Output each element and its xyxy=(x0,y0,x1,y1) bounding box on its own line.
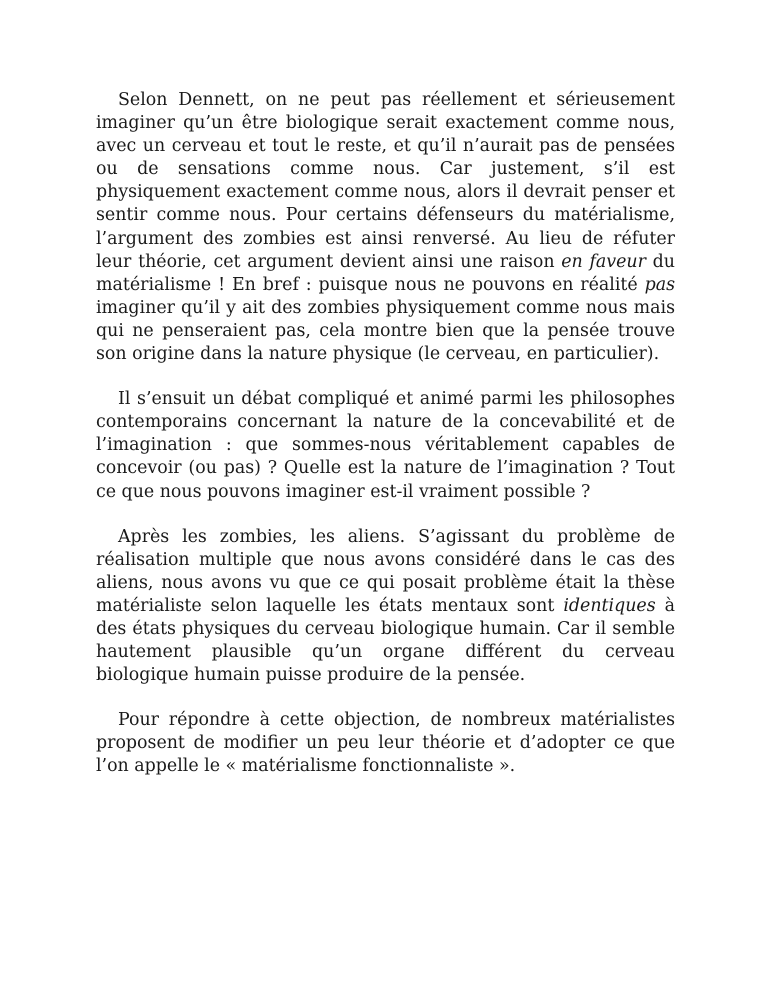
text-segment: imaginer qu’il y ait des zombies physiquement comme nous mais qui ne penseraient pas, cela montre bien que la pensée trouve son origine dans la nature physique (le cerveau, en particulier). xyxy=(96,297,675,365)
text-segment: Pour répondre à cette objection, de nombreux matérialistes proposent de modifier un peu leur théorie et d’adopter ce que l’on appelle le « matérialisme fonctionnaliste ». xyxy=(96,710,675,777)
paragraph-dennett-zombies xyxy=(96,89,675,366)
text-segment: à des états physiques du cerveau biologique humain. Car il semble hautement plausible qu’un organe différent du cerveau biologique humain puisse produire de la pensée. xyxy=(96,595,675,686)
paragraph-debat-concevabilite xyxy=(96,388,675,503)
emphasis-en-faveur: en faveur xyxy=(561,251,646,272)
text-segment: Selon Dennett, on ne peut pas réellement et sérieusement imaginer qu’un être biologique serait exactement comme nous, avec un cerveau et tout le reste, et qu’il n’aurait pas de pensées ou de sensations comme nous. Car justement, s’il est physiquement exactement comme nous, alors il devrait penser et sentir comme nous. Pour certains défenseurs du matérialisme, l’argument des zombies est ainsi renversé. Au lieu de réfuter leur théorie, cet argument devient ainsi une raison xyxy=(96,90,675,272)
text-segment: du matérialisme ! En bref : puisque nous ne pouvons en réalité xyxy=(96,251,675,295)
text-segment: Il s’ensuit un débat compliqué et animé parmi les philosophes contemporains concernant la nature de la concevabilité et de l’imagination : que sommes-nous véritablement capables de concevoir (ou pas) ? Quelle est la nature de l’imagination ? Tout ce que nous pouvons imaginer est-il vraiment possible ? xyxy=(96,389,675,502)
paragraph-materialisme-fonctionnaliste xyxy=(96,709,675,778)
paragraph-aliens-realisation-multiple xyxy=(96,526,675,688)
emphasis-pas: pas xyxy=(644,274,675,295)
text-segment: Après les zombies, les aliens. S’agissant du problème de réalisation multiple que nous avons considéré dans le cas des aliens, nous avons vu que ce qui posait problème était la thèse matérialiste selon laquelle les états mentaux sont xyxy=(96,526,675,616)
emphasis-identiques: identiques xyxy=(563,595,656,616)
document-page xyxy=(96,89,675,779)
